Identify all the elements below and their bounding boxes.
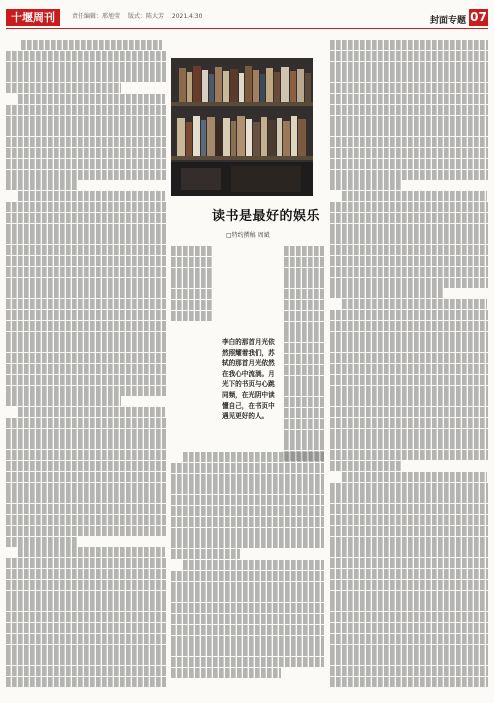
text-line [284,311,324,321]
text-line [330,645,488,655]
header-meta [72,11,208,20]
text-line [6,558,166,568]
text-line [6,353,166,363]
text-line [6,612,166,622]
text-line [6,655,166,665]
text-line [171,474,324,484]
text-line [171,463,324,473]
text-line [330,310,488,320]
text-line [6,450,166,460]
text-line [171,257,213,267]
text-line [330,591,488,601]
text-line [18,547,165,557]
text-line [171,636,324,646]
text-line [171,657,324,667]
article-title: 读书是最好的娱乐 [212,209,321,224]
text-line [284,289,324,299]
text-line [6,234,166,244]
text-line [171,278,213,288]
text-line [6,461,166,471]
text-line [330,439,488,449]
text-line [6,623,166,633]
text-line [6,310,166,320]
text-line [18,94,165,104]
text-line [6,429,166,439]
text-line [6,364,166,374]
text-line [6,375,166,385]
text-line [330,234,488,244]
text-line [330,375,488,385]
text-line [171,506,324,516]
text-line [330,515,488,525]
text-line [6,439,166,449]
text-line [171,484,324,494]
text-line [330,623,488,633]
page-number: 07 [470,10,487,24]
text-line [6,321,166,331]
text-line [6,332,166,342]
text-line [171,603,324,613]
text-line [6,278,166,288]
text-line [6,472,166,482]
text-line [171,311,213,321]
bookshelf-illustration [171,58,313,196]
bookshelf-photo [171,58,313,196]
text-line [183,560,324,570]
text-line [330,386,488,396]
text-line [6,493,166,503]
text-line [171,538,324,548]
text-line [330,483,488,493]
text-line [330,526,488,536]
column-name: 十堰周刊 [6,9,60,26]
text-column-2-bottom [171,452,324,702]
text-line [342,191,487,201]
text-line [330,342,488,352]
text-line [6,591,166,601]
text-line [330,418,488,428]
text-line [6,537,78,547]
text-line [6,148,166,158]
text-line [284,343,324,353]
designer-credit: 版式：陈大芳 [127,13,164,20]
text-line [6,202,166,212]
text-line [6,396,121,406]
text-line [330,332,488,342]
text-line [330,558,488,568]
text-line [6,116,166,126]
text-column-2-top [171,246,213,330]
text-line [330,148,488,158]
issue-date: 2021.4.30 [171,13,203,20]
text-line [171,668,281,678]
text-line [330,94,488,104]
text-line [6,267,166,277]
text-line [6,224,166,234]
text-line [330,126,488,136]
text-line [6,342,166,352]
text-line [6,483,166,493]
text-line [342,299,487,309]
text-line [330,634,488,644]
text-line [6,245,166,255]
text-line [171,528,324,538]
text-line [330,256,488,266]
text-line [171,582,324,592]
text-line [330,569,488,579]
text-line [330,450,488,460]
text-line [330,224,488,234]
text-line [284,278,324,288]
text-line [284,419,324,429]
text-line [284,257,324,267]
text-line [330,83,488,93]
text-line [330,40,488,50]
text-line [6,386,166,396]
text-line [342,472,487,482]
text-line [6,645,166,655]
text-line [330,170,488,180]
text-line [284,268,324,278]
text-line [330,202,488,212]
text-line [6,580,166,590]
text-line [171,625,324,635]
text-line [330,537,488,547]
text-line [183,452,324,462]
text-line [6,634,166,644]
text-line [330,407,488,417]
text-line [330,288,444,298]
text-line [330,461,401,471]
text-line [330,137,488,147]
text-line [284,440,324,450]
text-line [6,299,166,309]
text-line [284,430,324,440]
text-line [330,180,401,190]
text-column-1 [6,40,166,702]
text-line [171,300,213,310]
text-line [171,495,324,505]
text-line [330,51,488,61]
text-line [330,245,488,255]
text-line [6,105,166,115]
text-line [171,268,213,278]
text-line [330,612,488,622]
text-line [18,191,165,201]
text-line [284,354,324,364]
text-line [330,62,488,72]
text-line [6,256,166,266]
text-line [6,504,166,514]
text-line [330,72,488,82]
text-line [330,547,488,557]
text-line [330,353,488,363]
text-line [6,526,166,536]
text-line [171,646,324,656]
text-line [6,51,166,61]
text-line [330,396,488,406]
text-line [171,571,324,581]
text-line [330,278,488,288]
text-line [6,677,166,687]
text-line [330,429,488,439]
text-line [21,40,162,50]
text-line [171,246,213,256]
text-line [6,159,166,169]
text-column-3 [330,40,488,702]
text-line [6,569,166,579]
text-line [171,517,324,527]
page-header [0,0,494,30]
article-byline: □特约撰稿 周斌 [226,232,270,239]
text-line [6,62,166,72]
text-line [284,332,324,342]
text-line [330,601,488,611]
text-line [6,418,166,428]
pull-quote: 李白的那首月光依然照耀着我们，苏轼的那首月光依然在我心中流淌。月光下的书页与心跳同频，在光阴中读懂自己，在书页中遇见更好的人。 [222,338,275,421]
text-line [171,592,324,602]
text-line [330,504,488,514]
text-line [330,666,488,676]
text-line [284,397,324,407]
text-line [284,386,324,396]
text-line [6,72,166,82]
text-line [330,655,488,665]
text-line [6,180,78,190]
text-line [330,364,488,374]
text-line [6,666,166,676]
text-line [284,408,324,418]
text-line [18,407,165,417]
text-line [330,105,488,115]
text-line [330,159,488,169]
text-line [284,300,324,310]
text-line [284,365,324,375]
text-line [171,614,324,624]
text-line [330,677,488,687]
text-line [284,246,324,256]
text-line [6,170,166,180]
text-line [330,321,488,331]
text-line [330,116,488,126]
text-line [6,515,166,525]
text-line [330,493,488,503]
text-line [284,322,324,332]
editor-credit: 责任编辑：邢旭莹 [72,13,121,20]
text-line [330,213,488,223]
section-name: 封面专题 [429,16,466,26]
text-line [330,267,488,277]
text-line [6,601,166,611]
text-line [6,137,166,147]
text-line [6,288,166,298]
text-line [6,213,166,223]
text-line [6,126,166,136]
text-line [284,376,324,386]
text-line [6,83,121,93]
text-line [171,289,213,299]
header-rule [6,28,488,29]
text-line [171,549,240,559]
text-line [330,580,488,590]
